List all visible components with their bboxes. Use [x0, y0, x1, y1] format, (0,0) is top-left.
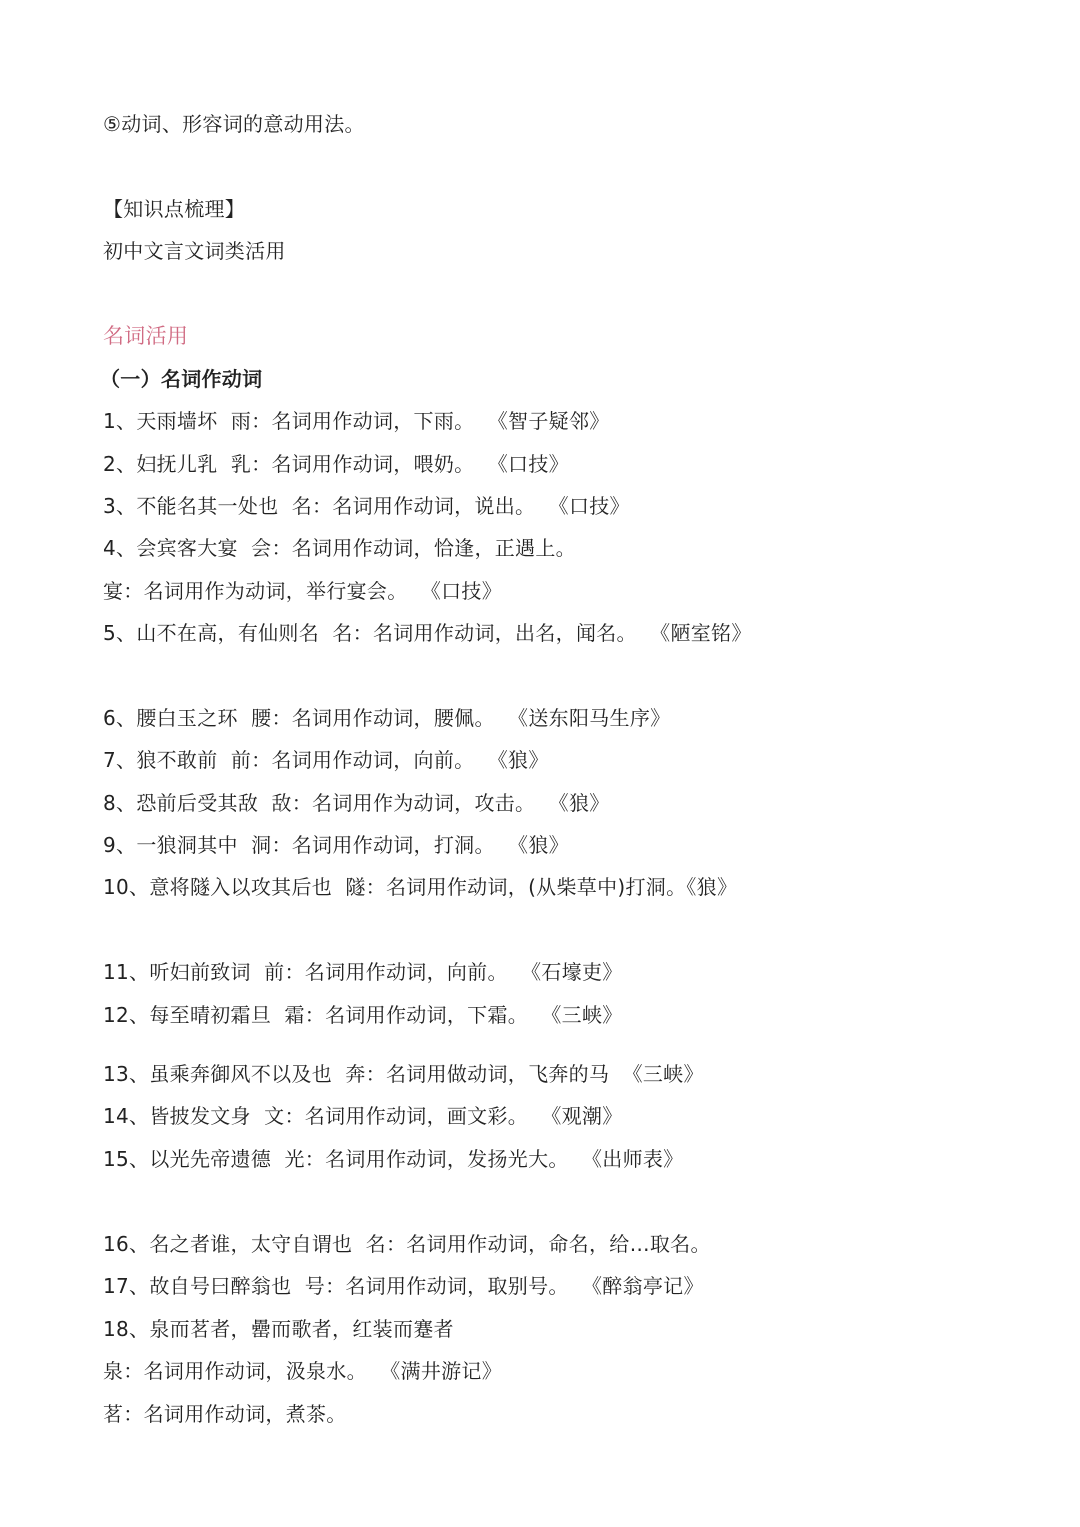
- section-subtitle: 初中文言文词类活用: [103, 239, 286, 263]
- category-title: 名词活用: [103, 324, 189, 348]
- entry-1: 1、天雨墙坏 雨：名词用作动词，下雨。 《智子疑邻》: [103, 409, 610, 433]
- entry-13: 13、虽乘奔御风不以及也 奔：名词用做动词，飞奔的马 《三峡》: [103, 1062, 704, 1086]
- entry-18-quan: 泉：名词用作动词，汲泉水。 《满井游记》: [103, 1359, 503, 1383]
- subheading: （一）名词作动词: [100, 367, 263, 391]
- intro-item-5: ⑤动词、形容词的意动用法。: [103, 112, 365, 136]
- entry-18-ming: 茗：名词用作动词，煮茶。: [103, 1402, 347, 1426]
- entry-16: 16、名之者谁，太守自谓也 名：名词用作动词，命名，给…取名。: [103, 1232, 711, 1256]
- entry-5: 5、山不在高，有仙则名 名：名词用作动词，出名，闻名。 《陋室铭》: [103, 621, 752, 645]
- entry-8: 8、恐前后受其敌 敌：名词用作为动词，攻击。 《狼》: [103, 791, 610, 815]
- entry-11: 11、听妇前致词 前：名词用作动词，向前。 《石壕吏》: [103, 960, 623, 984]
- entry-12: 12、每至晴初霜旦 霜：名词用作动词，下霜。 《三峡》: [103, 1003, 623, 1027]
- entry-18: 18、泉而茗者，罍而歌者，红装而蹇者: [103, 1317, 454, 1341]
- entry-4-continued: 宴：名词用作为动词，举行宴会。 《口技》: [103, 579, 503, 603]
- entry-3: 3、不能名其一处也 名：名词用作动词，说出。 《口技》: [103, 494, 630, 518]
- entry-6: 6、腰白玉之环 腰：名词用作动词，腰佩。 《送东阳马生序》: [103, 706, 671, 730]
- entry-2: 2、妇抚儿乳 乳：名词用作动词，喂奶。 《口技》: [103, 452, 569, 476]
- entry-7: 7、狼不敢前 前：名词用作动词，向前。 《狼》: [103, 748, 549, 772]
- entry-9: 9、一狼洞其中 洞：名词用作动词，打洞。 《狼》: [103, 833, 569, 857]
- entry-10: 10、意将隧入以攻其后也 隧：名词用作动词，(从柴草中)打洞。《狼》: [103, 875, 738, 899]
- entry-15: 15、以光先帝遗德 光：名词用作动词，发扬光大。 《出师表》: [103, 1147, 684, 1171]
- knowledge-heading: 【知识点梳理】: [103, 197, 246, 221]
- entry-4: 4、会宾客大宴 会：名词用作动词，恰逢，正遇上。: [103, 536, 576, 560]
- entry-14: 14、皆披发文身 文：名词用作动词，画文彩。 《观潮》: [103, 1104, 623, 1128]
- entry-17: 17、故自号曰醉翁也 号：名词用作动词，取别号。 《醉翁亭记》: [103, 1274, 704, 1298]
